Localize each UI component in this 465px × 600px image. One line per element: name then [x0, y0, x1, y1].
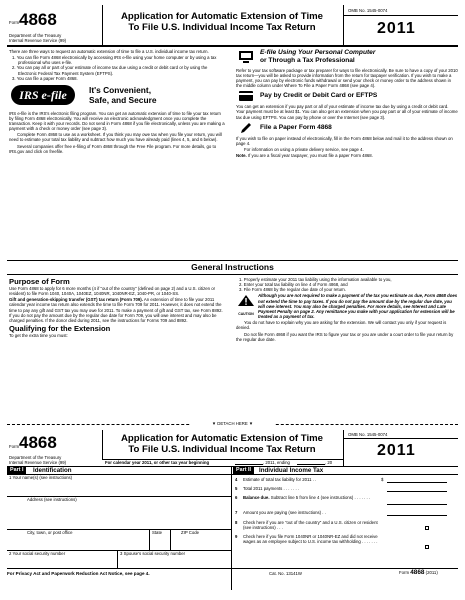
state-field-label: State — [152, 530, 163, 535]
tax-year-text: For calendar year 2011, or other tax year beginning — [105, 460, 210, 465]
form-title-line1: Application for Automatic Extension of Time — [120, 11, 324, 22]
line6-text: Subtract line 5 from line 4 (see instructions) . . . . . . . — [270, 495, 371, 500]
form-number: 4868 — [19, 10, 57, 29]
qualifying-heading: Qualifying for the Extension — [9, 324, 111, 334]
part2-title: Individual Income Tax — [259, 467, 324, 474]
line7-label: Amount you are paying (see instructions) . . — [243, 510, 326, 515]
ssn-field[interactable] — [7, 556, 117, 568]
card-option-heading — [236, 90, 458, 103]
way-item: 2. You can pay all or part of your estimate of income tax due using a credit or debit card or by using the Electronic Federal Tax Payment System (EFTPS). — [12, 65, 208, 76]
city-field[interactable] — [7, 535, 149, 550]
line4-amount-field[interactable] — [387, 476, 447, 483]
way-item: 3. You can file a paper Form 4868. — [12, 75, 78, 81]
gst-label: Gift and generation-skipping transfer (GST) tax return (Form 709). — [9, 297, 143, 303]
voucher-year: 2011 — [377, 442, 416, 459]
no-explain-text: You do not have to explain why you are asking for the extension. We will contact you only if your request is denied. — [236, 320, 447, 331]
efile-paragraph: IRS e-file is the IRS's electronic filing program. You can get an automatic extension of time to file your tax return by filing Form 4868 electronically. You will receive an electronic acknowledgment once you complete the transaction. Keep it with your records. Do not send in Form 4868 if you file electronically, unless you are making a payment with a check or money order (see page 3). — [9, 110, 225, 132]
part1-header — [7, 467, 231, 474]
intro-column — [9, 49, 226, 259]
line5-amount-field[interactable] — [387, 485, 447, 492]
address-field-label: Address (see instructions) — [27, 497, 77, 502]
spouse-ssn-field[interactable] — [118, 556, 231, 568]
caution-icon — [237, 294, 255, 316]
omb-divider — [343, 15, 458, 16]
line6-number: 6 — [235, 495, 238, 500]
purpose-text: Use Form 4868 to apply for 6 more months (4 if "out of the country" (defined on page 2) and a U.S. citizen or resident) to file Form 1040, 1040A, 1040EZ, 1040NR, 1040NR-EZ, 1040-PR, or 1040-SS. — [9, 286, 216, 297]
note-text: If you are a fiscal year taxpayer, you must file a paper Form 4868. — [247, 153, 373, 159]
do-not-file-text: Do not file Form 4868 if you want the IRS to figure your tax or you are under a court order to file your return by the regular due date. — [236, 331, 454, 342]
form-prefix: Form — [9, 20, 20, 25]
delivery-text: For information on using a private delivery service, see page 4. — [244, 147, 364, 153]
efile-banner — [9, 83, 226, 109]
card-option-text: You can get an extension if you pay part or all of your estimate of income tax due by using a credit or debit card. Your payment must be at least $1. You can also get an extension when you pay part or all of your estimate of income tax due using EFTPS. You can pay by phone or over the Internet (see page 3). — [236, 104, 458, 120]
qualify-column — [236, 277, 458, 421]
line8-checkbox[interactable] — [425, 526, 429, 530]
voucher-form-number: 4868 — [19, 433, 57, 452]
worksheet-paragraph: Complete Form 4868 to use as a worksheet. If you think you may owe tax when you file your return, you will need to estimate your total tax liability and subtract how much you have already paid (lines 4, 5, and 6 below). — [9, 132, 222, 143]
irs-efile-logo: IRS e-file — [11, 85, 75, 105]
efile-slogan-1: It's Convenient, — [89, 84, 152, 95]
irs-line: Internal Revenue Service (99) — [9, 38, 67, 43]
form-title-line2: To File U.S. Individual Income Tax Return — [128, 22, 316, 33]
name-field[interactable] — [7, 480, 231, 496]
pen-icon — [239, 122, 253, 134]
tax-year-ending-text: , 2011, ending — [263, 460, 290, 465]
paper-option-title: File a Paper Form 4868 — [260, 123, 332, 131]
qualify-item: 3. File Form 4868 by the regular due date of your return. — [239, 287, 347, 293]
tax-year-20: , 20 — [325, 460, 333, 465]
privacy-notice: For Privacy Act and Paperwork Reduction Act Notice, see page 4. — [7, 571, 150, 576]
paper-option-text: If you wish to file on paper instead of electronically, fill in the Form 4868 below and mail it to the address shown on page 4. — [236, 135, 453, 146]
line9-label: Check here if you file Form 1040NR or 1040NR-EZ and did not receive wages as an employee subject to U.S. income tax withholding . . . . . . . — [243, 534, 378, 545]
voucher-title-line1: Application for Automatic Extension of Time — [120, 433, 324, 444]
credit-card-icon — [238, 90, 254, 102]
freefile-paragraph: Several companies offer free e-filing of Form 4868 through the Free File program. For more details, go to IRS.gov and click on freefile. — [9, 143, 217, 154]
department-line: Department of the Treasury — [9, 33, 62, 38]
computer-icon — [238, 50, 254, 64]
state-field[interactable] — [150, 535, 169, 550]
line7-amount-field[interactable] — [387, 509, 447, 516]
general-instructions-heading: General Instructions — [191, 262, 274, 272]
line6-amount-field[interactable] — [387, 498, 447, 505]
voucher — [7, 430, 458, 596]
footer-form-id — [399, 570, 438, 575]
line8-number: 8 — [235, 520, 238, 525]
caution-block — [236, 293, 458, 318]
voucher-form-prefix: Form — [9, 444, 20, 449]
part2-header — [233, 467, 458, 474]
line9-number: 9 — [235, 534, 238, 539]
line5-number: 5 — [235, 486, 238, 491]
line6-label — [243, 495, 378, 500]
efile-option-heading — [236, 49, 458, 67]
spouse-ssn-field-label: 3 Spouse's social security number — [120, 551, 186, 556]
gst-text: An extension of time to file your 2011 calendar year income tax return also extends the time to file Form 709 for 2011. However, it does not extend the time to pay any gift and GST tax you may owe for 2011. To make a payment of gift and GST tax, see Form 8892. If you do not pay the amount due by the regular due date for Form 709, you will owe interest and may also be charged penalties. If the donor died during 2011, see the instructions for Forms 709 and 8892. — [9, 297, 223, 323]
tax-year-end-field[interactable] — [297, 464, 325, 465]
way-item: 1. You can file Form 4868 electronically by accessing IRS e-file using your home computer or by using a tax professional who uses e-file. — [12, 55, 217, 66]
purpose-column — [9, 277, 226, 421]
intro-lead: There are three ways to request an automatic extension of time to file a U.S. individual income tax return. — [9, 49, 209, 54]
voucher-department: Department of the Treasury — [9, 455, 62, 460]
efile-option-text: Refer to your tax software package or tax preparer for ways to file electronically. Be sure to have a copy of your 2010 tax return—you will be asked to provide information from the return for taxpayer verification. If you wish to make a payment, you can pay by electronic funds withdrawal or send your check or money order to the address shown in the middle column under Where To File a Paper Form 4868 (see page 4). — [236, 68, 458, 89]
part1-title: Identification — [33, 467, 72, 474]
qualify-list — [236, 277, 458, 292]
paper-option-heading — [236, 122, 458, 135]
zip-field-label: ZIP Code — [181, 530, 200, 535]
line7-number: 7 — [235, 510, 238, 515]
options-column — [236, 49, 458, 259]
name-field-label: 1 Your name(s) (see instructions) — [9, 475, 73, 480]
voucher-irs: Internal Revenue Service (99) — [9, 460, 67, 465]
zip-field[interactable] — [171, 535, 231, 550]
voucher-omb: OMB No. 1545-0074 — [348, 432, 388, 437]
tax-year-begin-field[interactable] — [235, 464, 263, 465]
qualify-item: 2. Enter your total tax liability on line 4 of Form 4868, and — [239, 282, 348, 288]
line5-label: Total 2011 payments . . . . . . . — [243, 486, 300, 491]
purpose-heading: Purpose of Form — [9, 277, 70, 286]
footer-form-number: 4868 — [410, 569, 425, 576]
city-field-label: City, town, or post office — [27, 530, 73, 535]
footer-form-year: (2011) — [425, 570, 438, 575]
card-option-title: Pay by Credit or Debit Card or EFTPS — [260, 92, 378, 100]
qualifying-text: To get the extra time you must: — [9, 333, 68, 339]
voucher-omb-divider — [343, 438, 458, 439]
part1-label: Part I — [7, 467, 26, 474]
line6-bold: Balance due. — [243, 495, 270, 500]
footer-form-prefix: Form — [399, 570, 410, 575]
catalog-number: Cat. No. 13141W — [269, 571, 302, 576]
part2-label: Part II — [233, 467, 254, 474]
qualify-item: 1. Properly estimate your 2011 tax liability using the information available to you, — [239, 277, 392, 282]
gst-paragraph — [9, 297, 226, 322]
line8-label: Check here if you are "out of the country" and a U.S. citizen or resident (see instructions) . . . — [243, 520, 378, 531]
efile-option-title-1: E-file Using Your Personal Computer — [260, 49, 376, 56]
ssn-field-label: 2 Your social security number — [9, 551, 66, 556]
fiscal-note — [236, 153, 458, 158]
voucher-title-line2: To File U.S. Individual Income Tax Return — [128, 444, 316, 455]
line4-dollar: $ — [381, 477, 384, 482]
tax-year: 2011 — [377, 20, 416, 37]
detach-label: ▼ DETACH HERE ▼ — [190, 421, 275, 426]
efile-option-title-2: or Through a Tax Professional — [260, 57, 355, 64]
omb-number: OMB No. 1545-0074 — [348, 8, 388, 13]
caution-text: Although you are not required to make a payment of the tax you estimate as due, Form 4868 does not extend the time to pay taxes. If you do not pay the amount due by the regular due date, you will owe interest. You may also be charged penalties. For more details, see Interest and Late Payment Penalty on page 2. Any remittance you make with your application for extension will be treated as a payment of tax. — [258, 293, 458, 319]
address-field[interactable] — [7, 502, 231, 529]
caution-label: CAUTION — [238, 312, 254, 317]
ways-list — [9, 55, 226, 80]
line4-label: Estimate of total tax liability for 2011 . . — [243, 477, 317, 482]
note-label: Note. — [236, 153, 247, 159]
line4-number: 4 — [235, 477, 238, 482]
line9-checkbox[interactable] — [425, 545, 429, 549]
efile-slogan-2: Safe, and Secure — [89, 94, 157, 105]
